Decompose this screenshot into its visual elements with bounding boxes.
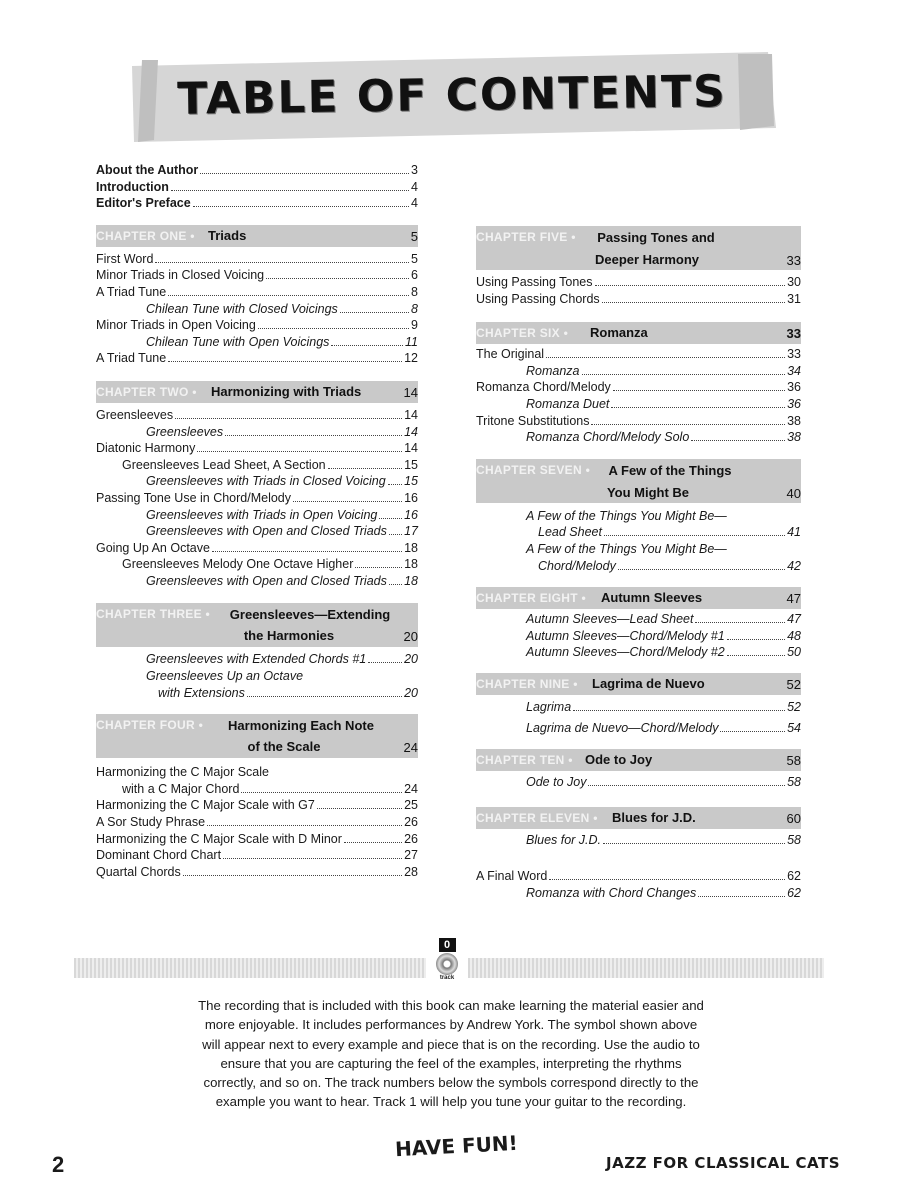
book-title: JAZZ FOR CLASSICAL CATS (606, 1154, 841, 1172)
toc-entry[interactable]: Greensleeves with Triads in Closed Voicing 15 (146, 474, 418, 489)
toc-entry[interactable]: Greensleeves with Triads in Open Voicing 16 (146, 507, 418, 522)
chapter-title: Harmonizing with Triads (211, 383, 362, 399)
toc-entry[interactable]: First Word 5 (96, 251, 418, 266)
toc-entry[interactable]: Tritone Substitutions 38 (476, 413, 801, 428)
chapter-page: 5 (410, 228, 418, 244)
chapter-page: 33 (786, 253, 801, 268)
chapter-title-line-2: the Harmonies (243, 628, 335, 644)
chapter-title: Lagrima de Nuevo (592, 675, 705, 691)
toc-entry[interactable]: A Triad Tune 12 (96, 351, 418, 366)
toc-entry[interactable]: Chilean Tune with Closed Voicings 8 (146, 301, 418, 316)
chapter-page: 52 (786, 676, 801, 692)
chapter-header-eleven[interactable]: CHAPTER ELEVEN • Blues for J.D. 60 (476, 807, 801, 829)
divider-left (74, 958, 426, 978)
chapter-title-line-2: You Might Be (606, 484, 690, 500)
toc-entry[interactable]: Introduction 4 (96, 179, 418, 194)
cd-icon (436, 953, 458, 975)
chapter-header-five[interactable]: CHAPTER FIVE • Passing Tones and Deeper Harmony 33 (476, 226, 801, 270)
chapter-header-eight[interactable]: CHAPTER EIGHT • Autumn Sleeves 47 (476, 587, 801, 609)
chapter-title-line-2: of the Scale (247, 739, 321, 755)
toc-entry[interactable]: Minor Triads in Closed Voicing 6 (96, 268, 418, 283)
chapter-page: 14 (403, 384, 418, 400)
toc-right-column (476, 226, 801, 901)
toc-entry[interactable]: Using Passing Tones 30 (476, 275, 801, 289)
chapter-header-three[interactable]: CHAPTER THREE • Greensleeves—Extending the Harmonies 20 (96, 603, 418, 647)
chapter-title-line-1: Harmonizing Each Note (228, 718, 374, 734)
toc-entry[interactable]: A Few of the Things You Might Be— (526, 508, 727, 523)
toc-entry[interactable]: A Few of the Things You Might Be— (526, 541, 727, 556)
chapter-page: 40 (786, 485, 801, 501)
toc-entry[interactable]: Greensleeves Melody One Octave Higher 18 (122, 557, 418, 572)
chapter-header-seven[interactable]: CHAPTER SEVEN • A Few of the Things You Might Be 40 (476, 459, 801, 503)
chapter-title: Blues for J.D. (612, 809, 696, 825)
chapter-page: 60 (786, 810, 801, 826)
chapter-title: Romanza (590, 325, 648, 341)
toc-entry[interactable]: Autumn Sleeves—Chord/Melody #1 48 (526, 628, 801, 643)
cd-track-icon (433, 938, 461, 981)
chapter-label: CHAPTER ONE (96, 228, 187, 243)
toc-entry[interactable]: Romanza with Chord Changes 62 (526, 885, 801, 900)
toc-entry[interactable]: A Final Word 62 (476, 869, 801, 884)
toc-entry[interactable]: Autumn Sleeves—Lead Sheet 47 (526, 612, 801, 627)
chapter-header-one[interactable]: CHAPTER ONE • Triads 5 (96, 225, 418, 247)
toc-entry[interactable]: Romanza 34 (526, 363, 801, 378)
recording-note: The recording that is included with this book can make learning the material easier and more enjoyable. It includes performances by Andrew York. The symbol shown above will appear next to every example and piece that is on the recording. Use the audio to ensure that you are capturing the feel of the examples, interpreting the rhythms correctly, and so on. The track numbers below the symbols correspond directly to the example you want to hear. Track 1 will help you tune your guitar to the recording. (198, 998, 704, 1110)
chapter-title-line-1: A Few of the Things (608, 462, 732, 478)
toc-entry[interactable]: Harmonizing the C Major Scale with G7 25 (96, 798, 418, 813)
toc-entry[interactable]: Lead Sheet 41 (538, 525, 801, 540)
chapter-page: 58 (786, 753, 801, 769)
toc-entry[interactable]: Using Passing Chords 31 (476, 291, 801, 306)
toc-entry[interactable]: Ode to Joy 58 (526, 775, 801, 790)
toc-entry[interactable]: Dominant Chord Chart 27 (96, 848, 418, 863)
have-fun-text: HAVE FUN! (394, 1130, 519, 1162)
toc-entry[interactable]: Minor Triads in Open Voicing 9 (96, 318, 418, 333)
toc-entry[interactable]: Romanza Chord/Melody 36 (476, 380, 801, 395)
chapter-header-four[interactable]: CHAPTER FOUR • Harmonizing Each Note of the Scale 24 (96, 714, 418, 758)
toc-entry[interactable]: A Triad Tune 8 (96, 284, 418, 299)
toc-entry[interactable]: Harmonizing the C Major Scale (96, 765, 269, 780)
toc-entry[interactable]: Greensleeves 14 (146, 424, 418, 439)
toc-entry[interactable]: with Extensions 20 (158, 685, 418, 700)
toc-entry[interactable]: Greensleeves with Extended Chords #1 20 (146, 652, 418, 667)
chapter-header-ten[interactable]: CHAPTER TEN • Ode to Joy 58 (476, 749, 801, 771)
toc-entry[interactable]: Romanza Chord/Melody Solo 38 (526, 430, 801, 445)
toc-entry[interactable]: A Sor Study Phrase 26 (96, 815, 418, 830)
chapter-page: 20 (403, 629, 418, 645)
toc-entry[interactable]: Editor's Preface 4 (96, 196, 418, 211)
chapter-title-line-1: Passing Tones and (597, 230, 715, 245)
track-number: 0 (439, 938, 456, 952)
toc-entry[interactable]: Greensleeves with Open and Closed Triads 18 (146, 573, 418, 588)
toc-entry[interactable]: Lagrima 52 (526, 699, 801, 714)
toc-entry[interactable]: Harmonizing the C Major Scale with D Minor 26 (96, 831, 418, 846)
title-banner (128, 52, 776, 144)
chapter-header-six[interactable]: CHAPTER SIX • Romanza 33 (476, 322, 801, 344)
chapter-header-two[interactable]: CHAPTER TWO • Harmonizing with Triads 14 (96, 381, 418, 403)
chapter-title: Autumn Sleeves (601, 590, 703, 606)
toc-entry[interactable]: with a C Major Chord 24 (122, 781, 418, 796)
toc-entry[interactable]: Lagrima de Nuevo—Chord/Melody 54 (526, 720, 801, 735)
chapter-header-nine[interactable]: CHAPTER NINE • Lagrima de Nuevo 52 (476, 673, 801, 695)
chapter-page: 33 (786, 326, 801, 342)
toc-entry[interactable]: Greensleeves Up an Octave (146, 669, 304, 684)
toc-entry[interactable]: The Original 33 (476, 347, 801, 362)
toc-entry[interactable]: Diatonic Harmony 14 (96, 441, 418, 456)
toc-entry[interactable]: Autumn Sleeves—Chord/Melody #2 50 (526, 645, 801, 660)
toc-entry[interactable]: Greensleeves 14 (96, 407, 418, 422)
chapter-page: 24 (403, 740, 418, 756)
divider-right (468, 958, 824, 978)
toc-entry[interactable]: Passing Tone Use in Chord/Melody 16 (96, 490, 418, 505)
toc-entry[interactable]: Greensleeves with Open and Closed Triads 17 (146, 524, 418, 539)
toc-entry[interactable]: Going Up An Octave 18 (96, 540, 418, 555)
toc-entry[interactable]: Greensleeves Lead Sheet, A Section 15 (122, 457, 418, 472)
chapter-page: 47 (786, 591, 801, 607)
toc-entry[interactable]: Romanza Duet 36 (526, 396, 801, 411)
toc-entry[interactable]: Quartal Chords 28 (96, 864, 418, 879)
page-number: 2 (52, 1152, 65, 1177)
chapter-title: Ode to Joy (585, 752, 653, 768)
toc-left-column (96, 162, 418, 880)
chapter-title: Triads (208, 227, 247, 243)
toc-entry[interactable]: Chord/Melody 42 (538, 558, 801, 573)
chapter-title-line-2: Deeper Harmony (594, 252, 700, 267)
toc-entry[interactable]: About the Author 3 (96, 163, 418, 177)
page-title: TABLE OF CONTENTS (176, 66, 728, 125)
toc-entry[interactable]: Chilean Tune with Open Voicings 11 (146, 334, 418, 349)
toc-entry[interactable]: Blues for J.D. 58 (526, 832, 801, 847)
chapter-title-line-1: Greensleeves—Extending (229, 607, 391, 623)
track-label: track (439, 975, 455, 981)
